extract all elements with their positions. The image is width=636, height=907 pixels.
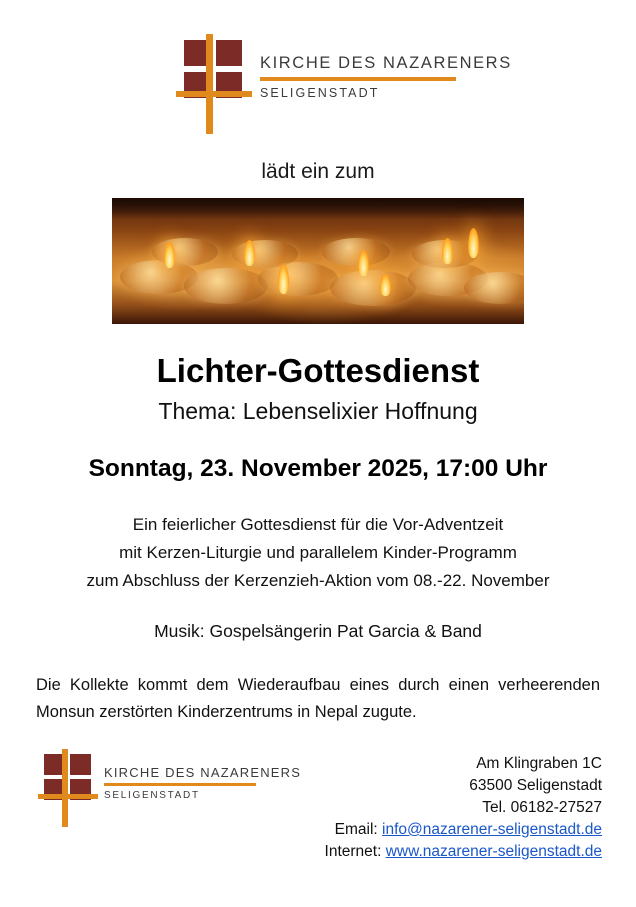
photo-container [0, 198, 636, 324]
description-line: zum Abschluss der Kerzenzieh-Aktion vom 08.-22. November [86, 571, 550, 590]
contact-website-label: Internet: [324, 843, 386, 860]
contact-block [325, 749, 602, 863]
description-line: Ein feierlicher Gottesdienst für die Vor-Adventzeit [132, 515, 504, 534]
footer-logo-rule [104, 783, 256, 786]
cross-logo-icon [176, 34, 252, 134]
contact-email-row [325, 819, 602, 841]
description-line: mit Kerzen-Liturgie und parallelem Kinder-Programm [119, 543, 517, 562]
footer-logo [38, 749, 301, 827]
candle-photo [112, 198, 524, 324]
page-subtitle: Thema: Lebenselixier Hoffnung [158, 398, 478, 424]
contact-phone: Tel. 06182-27527 [482, 799, 602, 816]
event-description [0, 511, 636, 595]
header-logo-rule [260, 77, 456, 81]
footer [0, 749, 636, 863]
header-logo-text [260, 54, 512, 114]
contact-email-label: Email: [334, 821, 383, 838]
header-logo [0, 0, 636, 134]
event-datetime: Sonntag, 23. November 2025, 17:00 Uhr [88, 455, 548, 482]
contact-email-link[interactable]: info@nazarener-seligenstadt.de [382, 821, 602, 838]
invite-line: lädt ein zum [261, 160, 375, 183]
cross-logo-icon [38, 749, 98, 827]
contact-website-link[interactable]: www.nazarener-seligenstadt.de [385, 843, 602, 860]
collection-note: Die Kollekte kommt dem Wiederaufbau eines durch einen verheerenden Monsun zerstörten Kinderzentrums in Nepal zugute. [36, 676, 600, 721]
footer-logo-subtitle: SELIGENSTADT [104, 790, 200, 801]
header-logo-subtitle: SELIGENSTADT [260, 86, 380, 100]
contact-street: Am Klingraben 1C [476, 755, 602, 772]
header-logo-title: KIRCHE DES NAZARENERS [260, 54, 512, 72]
contact-website-row [325, 841, 602, 863]
contact-city: 63500 Seligenstadt [469, 777, 602, 794]
footer-logo-title: KIRCHE DES NAZARENERS [104, 765, 302, 780]
music-line: Musik: Gospelsängerin Pat Garcia & Band [154, 621, 482, 641]
footer-logo-text [104, 765, 301, 811]
page-title: Lichter-Gottesdienst [156, 352, 480, 389]
